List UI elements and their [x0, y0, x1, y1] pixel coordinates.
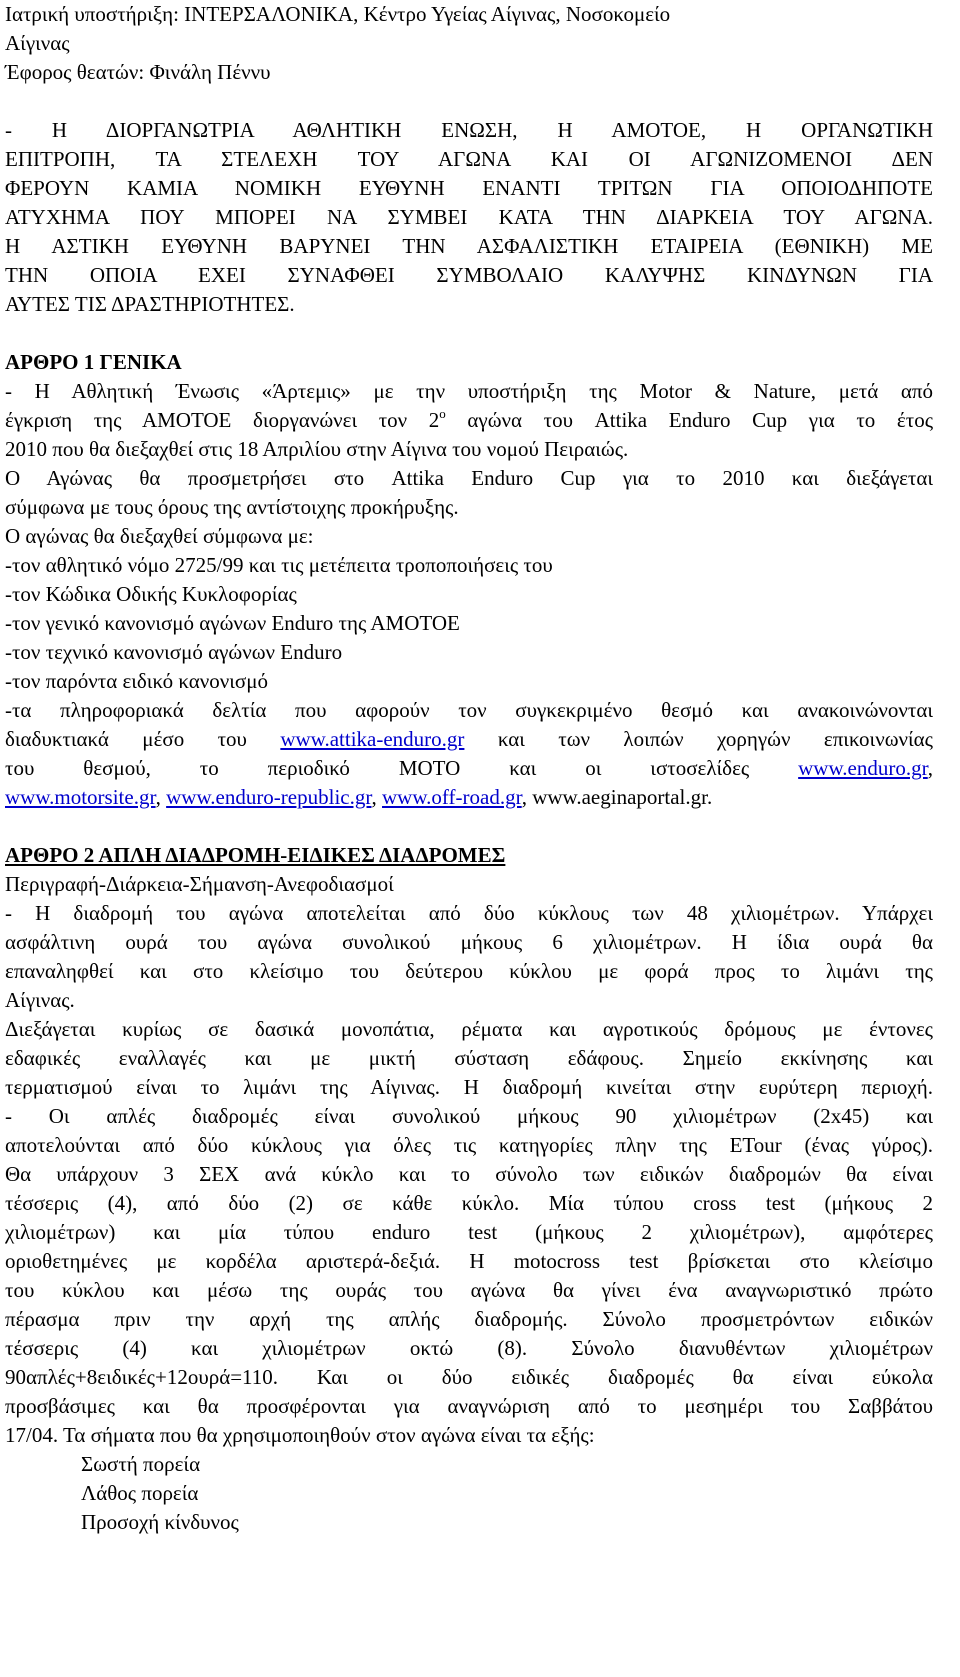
- sign-item: Προσοχή κίνδυνος: [81, 1510, 239, 1534]
- disclaimer-line: ΦΕΡΟΥΝ ΚΑΜΙΑ ΝΟΜΙΚΗ ΕΥΘΥΝΗ ΕΝΑΝΤΙ ΤΡΙΤΩΝ ΓΙΑ ΟΠΟΙΟΔΗΠΟΤΕ: [5, 176, 933, 200]
- regulation-item: -τον γενικό κανονισμό αγώνων Enduro της ΑΜΟΤΟΕ: [5, 611, 460, 635]
- article-1-line: έγκριση της ΑΜΟΤΟΕ διοργανώνει τον $2^o$ αγώνα του Attika Enduro Cup για το έτος: [5, 406, 934, 432]
- disclaimer-line: Η ΑΣΤΙΚΗ ΕΥΘΥΝΗ ΒΑΡΥΝΕΙ ΤΗΝ ΑΣΦΑΛΙΣΤΙΚΗ ΕΤΑΙΡΕΙΑ (ΕΘΝΙΚΗ) ΜΕ: [5, 234, 933, 258]
- article-1-line: Ο αγώνας θα διεξαχθεί σύμφωνα με:: [5, 524, 314, 548]
- article-2-line: 90απλές+8ειδικές+12ουρά=110. Και οι δύο ειδικές διαδρομές θα είναι εύκολα: [5, 1365, 933, 1389]
- spectators-steward-line: Έφορος θεατών: Φινάλη Πέννυ: [5, 60, 271, 84]
- ordinal-superscript: ο: [439, 406, 446, 421]
- sign-item: Λάθος πορεία: [81, 1481, 199, 1505]
- disclaimer-line: ΕΠΙΤΡΟΠΗ, ΤΑ ΣΤΕΛΕΧΗ ΤΟΥ ΑΓΩΝΑ ΚΑΙ ΟΙ ΑΓΩΝΙΖΟΜΕΝΟΙ ΔΕΝ: [5, 147, 933, 171]
- article-2-line: Θα υπάρχουν 3 ΣΕΧ ανά κύκλο και το σύνολο των ειδικών διαδρομών θα είναι: [5, 1162, 933, 1186]
- article-2-line: εδαφικές εναλλαγές και με μικτή σύσταση εδάφους. Σημείο εκκίνησης και: [5, 1046, 933, 1070]
- article-2-line: Αίγινας.: [5, 988, 75, 1012]
- article-2-line: - Οι απλές διαδρομές είναι συνολικού μήκους 90 χιλιομέτρων (2x45) και: [5, 1104, 933, 1128]
- sign-item: Σωστή πορεία: [81, 1452, 201, 1476]
- regulation-item: -τον Κώδικα Οδικής Κυκλοφορίας: [5, 582, 297, 606]
- article-2-line: τέσσερις (4) και χιλιομέτρων οκτώ (8). Σύνολο διανυθέντων χιλιομέτρων: [5, 1336, 933, 1360]
- article-1-line: 2010 που θα διεξαχθεί στις 18 Απριλίου στην Αίγινα του νομού Πειραιώς.: [5, 437, 629, 461]
- regulation-item: -τον τεχνικό κανονισμό αγώνων Enduro: [5, 640, 343, 664]
- article-1-line: διαδυκτιακά μέσο του www.attika-enduro.gr και των λοιπών χορηγών επικοινωνίας: [5, 727, 933, 751]
- article-1-heading: ΑΡΘΡΟ 1 ΓΕΝΙΚΑ: [5, 350, 182, 374]
- enduro-republic-link[interactable]: www.enduro-republic.gr: [166, 785, 372, 809]
- article-1-line: σύμφωνα με τους όρους της αντίστοιχης προκήρυξης.: [5, 495, 459, 519]
- article-2-line: οριοθετημένες με κορδέλα αριστερά-δεξιά. Η motocross test βρίσκεται στο κλείσιμο: [5, 1249, 933, 1273]
- regulation-item: -τον αθλητικό νόμο 2725/99 και τις μετέπειτα τροποποιήσεις του: [5, 553, 553, 577]
- article-2-line: προσβάσιμες και θα προσφέρονται για αναγνώριση από το μεσημέρι του Σαββάτου: [5, 1394, 933, 1418]
- article-2-line: πέρασμα πριν την αρχή της απλής διαδρομής. Σύνολο προσμετρόντων ειδικών: [5, 1307, 933, 1331]
- article-1-line: - Η Αθλητική Ένωσις «Άρτεμις» με την υποστήριξη της Motor & Nature, μετά από: [5, 379, 933, 403]
- off-road-link[interactable]: www.off-road.gr: [382, 785, 522, 809]
- motorsite-link[interactable]: www.motorsite.gr: [5, 785, 156, 809]
- disclaimer-line: - Η ΔΙΟΡΓΑΝΩΤΡΙΑ ΑΘΛΗΤΙΚΗ ΕΝΩΣΗ, Η ΑΜΟΤΟΕ, Η ΟΡΓΑΝΩΤΙΚΗ: [5, 118, 933, 142]
- article-2-heading: ΑΡΘΡΟ 2 ΑΠΛΗ ΔΙΑΔΡΟΜΗ-ΕΙΔΙΚΕΣ ΔΙΑΔΡΟΜΕΣ: [5, 843, 506, 867]
- attika-enduro-link[interactable]: www.attika-enduro.gr: [280, 727, 465, 751]
- article-1-line: του θεσμού, το περιοδικό ΜΟΤΟ και οι ιστοσελίδες www.enduro.gr,: [5, 756, 933, 780]
- article-1-line: www.motorsite.gr, www.enduro-republic.gr, www.off-road.gr, www.aeginaportal.gr.: [5, 785, 713, 809]
- article-2-line: επαναληφθεί και στο κλείσιμο του δεύτερου κύκλου με φορά προς το λιμάνι της: [5, 959, 933, 983]
- disclaimer-line: ΑΤΥΧΗΜΑ ΠΟΥ ΜΠΟΡΕΙ ΝΑ ΣΥΜΒΕΙ ΚΑΤΑ ΤΗΝ ΔΙΑΡΚΕΙΑ ΤΟΥ ΑΓΩΝΑ.: [5, 205, 933, 229]
- disclaimer-line: ΤΗΝ ΟΠΟΙΑ ΕΧΕΙ ΣΥΝΑΦΘΕΙ ΣΥΜΒΟΛΑΙΟ ΚΑΛΥΨΗΣ ΚΙΝΔΥΝΩΝ ΓΙΑ: [5, 263, 933, 287]
- article-2-line: Διεξάγεται κυρίως σε δασικά μονοπάτια, ρέματα και αγροτικούς δρόμους με έντονες: [5, 1017, 933, 1041]
- article-2-line: - Η διαδρομή του αγώνα αποτελείται από δύο κύκλους των 48 χιλιομέτρων. Υπάρχει: [5, 901, 933, 925]
- article-2-line: χιλιομέτρων) και μία τύπου enduro test (μήκους 2 χιλιομέτρων), αμφότερες: [5, 1220, 933, 1244]
- article-2-line: ασφάλτινη ουρά του αγώνα συνολικού μήκους 6 χιλιομέτρων. Η ίδια ουρά θα: [5, 930, 933, 954]
- article-2-line: 17/04. Τα σήματα που θα χρησιμοποιηθούν στον αγώνα είναι τα εξής:: [5, 1423, 595, 1447]
- enduro-gr-link[interactable]: www.enduro.gr: [798, 756, 928, 780]
- medical-support-line-cont: Αίγινας: [5, 31, 70, 55]
- article-1-line: Ο Αγώνας θα προσμετρήσει στο Attika Enduro Cup για το 2010 και διεξάγεται: [5, 466, 933, 490]
- regulation-item: -τον παρόντα ειδικό κανονισμό: [5, 669, 268, 693]
- regulation-item: -τα πληροφοριακά δελτία που αφορούν τον συγκεκριμένο θεσμό και ανακοινώνονται: [5, 698, 933, 722]
- article-2-subheading: Περιγραφή-Διάρκεια-Σήμανση-Ανεφοδιασμοί: [5, 872, 394, 896]
- article-2-line: τερματισμού είναι το λιμάνι της Αίγινας. Η διαδρομή κινείται στην ευρύτερη περιοχή.: [5, 1075, 933, 1099]
- medical-support-line: Ιατρική υποστήριξη: ΙΝΤΕΡΣΑΛΟΝΙΚΑ, Κέντρο Υγείας Αίγινας, Νοσοκομείο: [5, 2, 671, 26]
- article-2-line: του κύκλου και μέσω της ουράς του αγώνα θα γίνει ένα αναγνωριστικό πρώτο: [5, 1278, 933, 1302]
- article-2-line: αποτελούνται από δύο κύκλους για όλες τις κατηγορίες πλην της ETour (ένας γύρος).: [5, 1133, 933, 1157]
- disclaimer-line: ΑΥΤΕΣ ΤΙΣ ΔΡΑΣΤΗΡΙΟΤΗΤΕΣ.: [5, 292, 295, 316]
- article-2-line: τέσσερις (4), από δύο (2) σε κάθε κύκλο. Μία τύπου cross test (μήκους 2: [5, 1191, 933, 1215]
